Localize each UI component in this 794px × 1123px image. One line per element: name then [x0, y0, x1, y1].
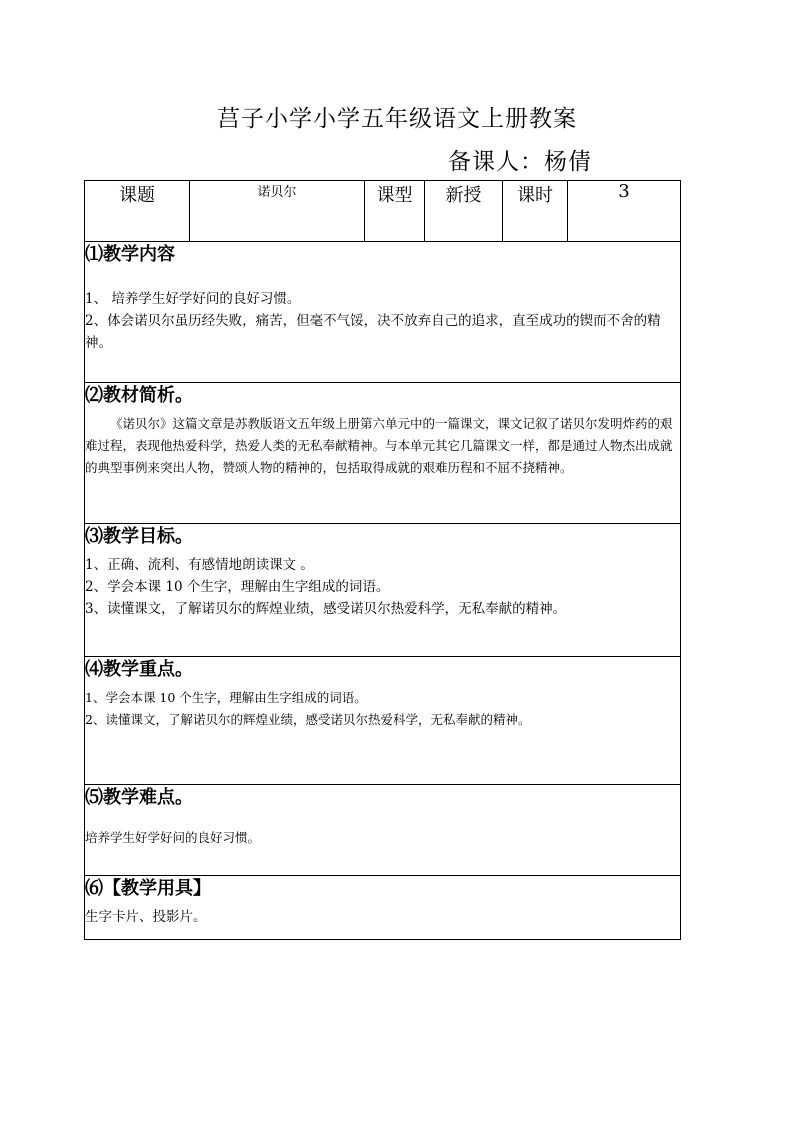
- lesson-plan-table: [84, 180, 681, 940]
- goal-line: 2、学会本课 10 个生字，理解由生字组成的词语。: [85, 579, 390, 595]
- section-content: [85, 242, 681, 383]
- section-key-points: [85, 657, 681, 785]
- period-value: 3: [568, 181, 681, 242]
- topic-value: 诺贝尔: [190, 181, 365, 242]
- key-point-line: 2、读懂课文，了解诺贝尔的辉煌业绩，感受诺贝尔热爱科学，无私奉献的精神。: [85, 712, 531, 727]
- author-line: 备课人：杨倩: [448, 149, 592, 175]
- analysis-paragraph: 《诺贝尔》这篇文章是苏教版语文五年级上册第六单元中的一篇课文，课文记叙了诺贝尔发明炸药的艰难过程，表现他热爱科学，热爱人类的无私奉献精神。与本单元其它几篇课文一样，都是通过人物杰出成就的典型事例来突出人物，赞颂人物的精神的，包括取得成就的艰难历程和不屈不挠精神。: [85, 416, 673, 475]
- section-content-title: ⑴教学内容: [85, 244, 175, 265]
- key-point-line: 1、学会本课 10 个生字，理解由生字组成的词语。: [85, 690, 367, 705]
- section-tools-title: ⑹【教学用具】: [85, 878, 211, 899]
- content-line: 2、体会诺贝尔虽历经失败，痛苦，但毫不气馁，决不放弃自己的追求，直至成功的锲而不舍的精神。: [85, 313, 661, 351]
- document-title: 莒子小学小学五年级语文上册教案: [217, 106, 577, 132]
- difficulty-line: 培养学生好学好问的良好习惯。: [85, 830, 261, 845]
- topic-label: 课题: [85, 181, 190, 242]
- header-row: [85, 181, 681, 242]
- section-difficulties-title: ⑸教学难点。: [85, 787, 193, 808]
- section-analysis: [85, 383, 681, 524]
- period-label: 课时: [503, 181, 568, 242]
- section-key-points-title: ⑷教学重点。: [85, 659, 193, 680]
- section-goals-title: ⑶教学目标。: [85, 526, 193, 547]
- content-line: 1、 培养学生好学好问的良好习惯。: [85, 291, 301, 307]
- goal-line: 1、正确、流利、有感情地朗读课文 。: [85, 557, 314, 573]
- section-difficulties: [85, 785, 681, 876]
- section-analysis-title: ⑵教材简析。: [85, 385, 193, 406]
- type-value: 新授: [425, 181, 503, 242]
- section-tools: [85, 876, 681, 940]
- section-goals: [85, 524, 681, 657]
- tools-line: 生字卡片、投影片。: [85, 909, 207, 925]
- goal-line: 3、读懂课文，了解诺贝尔的辉煌业绩，感受诺贝尔热爱科学，无私奉献的精神。: [85, 601, 567, 617]
- type-label: 课型: [365, 181, 425, 242]
